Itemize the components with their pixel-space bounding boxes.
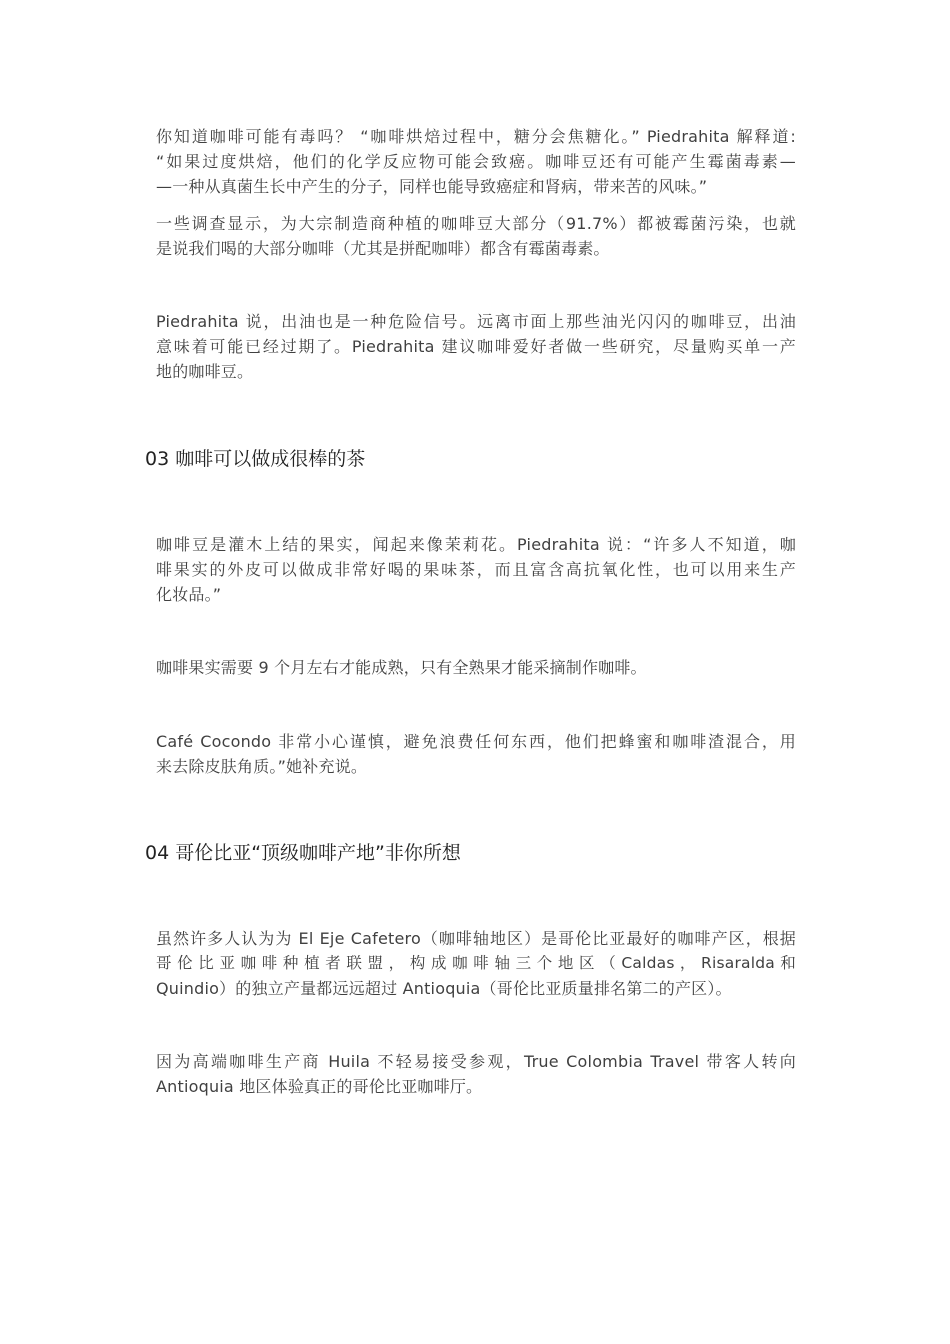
text-line: Piedrahita 说，出油也是一种危险信号。远离市面上那些油光闪闪的咖啡豆，出油	[156, 312, 796, 331]
text-line: Quindio）的独立产量都远远超过 Antioquia（哥伦比亚质量排名第二的产区）。	[156, 979, 732, 998]
paragraph-coffee-toxins	[156, 124, 796, 199]
text-line: 因为高端咖啡生产商 Huila 不轻易接受参观，True Colombia Travel 带客人转向	[156, 1052, 796, 1071]
text-line: —一种从真菌生长中产生的分子，同样也能导致癌症和肾病，带来苦的风味。”	[156, 177, 708, 196]
text-line: 一些调查显示，为大宗制造商种植的咖啡豆大部分（91.7%）都被霉菌污染，也就	[156, 214, 796, 233]
text-line: 咖啡果实需要 9 个月左右才能成熟，只有全熟果才能采摘制作咖啡。	[156, 658, 647, 677]
text-line: 咖啡豆是灌木上结的果实，闻起来像茉莉花。Piedrahita 说：“许多人不知道，咖	[156, 535, 796, 554]
text-line: 化妆品。”	[156, 585, 222, 604]
section-heading-04: 04 哥伦比亚“顶级咖啡产地”非你所想	[145, 842, 461, 864]
text-line: 啡果实的外皮可以做成非常好喝的果味茶，而且富含高抗氧化性，也可以用来生产	[156, 560, 796, 579]
text-line: 虽然许多人认为为 El Eje Cafetero（咖啡轴地区）是哥伦比亚最好的咖啡产区，根据	[156, 929, 796, 948]
text-line: Antioquia 地区体验真正的哥伦比亚咖啡厅。	[156, 1077, 483, 1096]
text-line: 地的咖啡豆。	[156, 362, 254, 381]
paragraph-cafe-cocondo	[156, 729, 796, 779]
text-line: 你知道咖啡可能有毒吗？ “咖啡烘焙过程中，糖分会焦糖化。” Piedrahita 解释道:	[156, 127, 796, 146]
paragraph-oily-beans	[156, 309, 796, 384]
text-line: 来去除皮肤角质。”她补充说。	[156, 757, 368, 776]
text-line: 哥 伦 比 亚 咖 啡 种 植 者 联 盟 ， 构 成 咖 啡 轴 三 个 地 区 （ Caldas ， Risaralda 和	[156, 954, 796, 972]
text-line: 意味着可能已经过期了。Piedrahita 建议咖啡爱好者做一些研究，尽量购买单一产	[156, 337, 796, 356]
text-line: 是说我们喝的大部分咖啡（尤其是拼配咖啡）都含有霉菌毒素。	[156, 239, 610, 258]
paragraph-mold-survey	[156, 211, 796, 261]
paragraph-coffee-axis	[156, 926, 796, 1001]
paragraph-ripening	[156, 655, 796, 680]
text-line: Café Cocondo 非常小心谨慎，避免浪费任何东西，他们把蜂蜜和咖啡渣混合，用	[156, 732, 796, 751]
text-line: “如果过度烘焙，他们的化学反应物可能会致癌。咖啡豆还有可能产生霉菌毒素—	[156, 152, 796, 171]
section-heading-03: 03 咖啡可以做成很棒的茶	[145, 448, 366, 470]
paragraph-coffee-fruit-tea	[156, 532, 796, 607]
paragraph-huila-tours	[156, 1049, 796, 1099]
